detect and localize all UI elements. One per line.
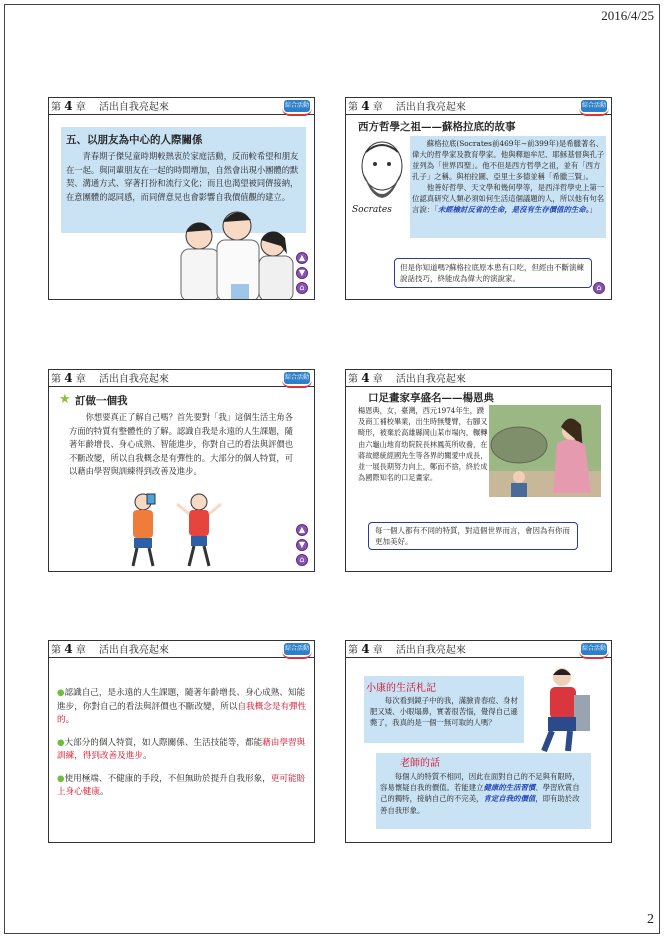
slide-4 bbox=[345, 369, 612, 572]
slide-body: 你想要真正了解自己嗎？首先要對「我」這個生活主角各方面的特質有整體性的了解。認識自我是永遠的人生課題，隨著年齡增長、身心成熟、智能進步，你對自己的看法與評價也不斷改變，所以自我概念是有彈性的。大部分的個人特質，可以藉由學習與訓練得到改善及進步。 bbox=[69, 412, 294, 476]
teen-friends-illustration bbox=[169, 206, 297, 300]
slide-heading: 西方哲學之祖——蘇格拉底的故事 bbox=[358, 121, 516, 133]
star-icon: ★ bbox=[59, 392, 71, 407]
slide-body: 蘇格拉底(Socrates前469年∼前399年)是希臘著名、偉大的哲學家及教育學家。他與釋迦牟尼、耶穌基督與孔子並列為「世界四聖」。他不但是西方哲學之祖，並有「西方孔子」之稱。與柏拉圖、亞里士多德並稱「希臘三賢」。 他善好哲學、天文學和幾何學等，是西洋哲學史上第一位認真研究人類必須如何生活這個議題的人，所以他有句名言說：「未經檢討反省的生命，是沒有生存價值的生命。」 bbox=[412, 139, 605, 214]
page-date: 2016/4/25 bbox=[601, 8, 654, 23]
painter-photo bbox=[489, 405, 601, 497]
chapter-title: 活出自我亮起來 bbox=[98, 374, 169, 385]
bullet-icon: ● bbox=[57, 737, 65, 748]
chapter-title: 活出自我亮起來 bbox=[395, 645, 466, 656]
callout-text: 每一個人都有不同的特質，對這個世界而言，會因為有你而更加美好。 bbox=[375, 526, 570, 546]
chapter-title: 活出自我亮起來 bbox=[395, 102, 466, 113]
slide-header: 第 4 章 活出自我亮起來 bbox=[346, 370, 611, 387]
list-item: ●大部分的個人特質，如人際關係、生活技能等，都能藉由學習與訓練，得到改善及進步。 bbox=[57, 737, 306, 761]
arrow-down-icon[interactable]: ▼ bbox=[296, 539, 308, 551]
quote-text: 未經檢討反省的生命，是沒有生存價值的生命。 bbox=[437, 205, 590, 214]
list-item: ●使用極端、不健康的手段，不但無助於提升自我形象，更可能賠上身心健康。 bbox=[57, 773, 306, 797]
arrow-up-icon[interactable]: ▲ bbox=[296, 524, 308, 536]
slide-header: 第 4 章 活出自我亮起來 綜合活動 bbox=[346, 641, 611, 658]
home-icon[interactable]: ⌂ bbox=[296, 554, 308, 566]
diary-body: 每次看到鏡子中的我，滿臉青春痘、身材肥又矮、小眼塌鼻，實著很苦惱，覺得自己遜斃了，我真的是一個一無可取的人嗎？ bbox=[370, 696, 518, 727]
diary-title: 小康的生活札記 bbox=[366, 683, 436, 694]
slide-heading: 口足畫家享盛名——楊恩典 bbox=[368, 392, 494, 404]
logo-badge: 綜合活動 bbox=[284, 643, 310, 655]
slide-6 bbox=[345, 640, 612, 843]
home-icon[interactable]: ⌂ bbox=[593, 282, 605, 294]
callout-box bbox=[368, 522, 578, 550]
slide-1 bbox=[48, 97, 315, 300]
slide-header: 第 4 章 活出自我亮起來 綜合活動 bbox=[346, 98, 611, 115]
logo-badge: 綜合活動 bbox=[581, 100, 607, 112]
page-number: 2 bbox=[647, 912, 654, 927]
logo-badge: 綜合活動 bbox=[284, 372, 310, 384]
arrow-down-icon[interactable]: ▼ bbox=[296, 267, 308, 279]
list-item: ●認識自己，是永遠的人生課題，隨著年齡增長、身心成熟、知能進步，你對自己的看法與評價也不斷改變，所以自我概念是有彈性的。 bbox=[57, 688, 307, 725]
slide-header: 第 4 章 活出自我亮起來 綜合活動 bbox=[49, 98, 314, 115]
slide-3 bbox=[48, 369, 315, 572]
bullet-icon: ● bbox=[57, 688, 65, 698]
slide-5 bbox=[48, 640, 315, 843]
arrow-up-icon[interactable]: ▲ bbox=[296, 252, 308, 264]
home-icon[interactable]: ⌂ bbox=[296, 282, 308, 294]
bullet-list bbox=[57, 687, 309, 800]
bullet-icon: ● bbox=[57, 773, 65, 784]
callout-text: 但是你知道嗎?蘇格拉底原本患有口吃，但經由不斷演練說話技巧，終能成為偉大的演說家。 bbox=[400, 263, 585, 283]
slide-header: 第 4 章 活出自我亮起來 綜合活動 bbox=[49, 370, 314, 387]
slide-body: 青春期子傑兒童時期較熱衷於家庭活動，反而較希望和朋友在一起。與同輩朋友在一起的時間增加，自然會出現小團體的默契、溝通方式、穿著打扮和流行文化；而且也渴望被同儕接納，在意團體的認同感，而同儕意見也會影響自我價值觀的建立。 bbox=[66, 151, 299, 202]
slide-body: 楊恩典，女，臺灣，西元1974年生，蹼及商工補校畢業，出生時無雙臂，右腳又畸形，被棄於高雄縣岡山某市場內，輾轉由六龜山地育幼院院長林鳳英所收養，在蔣故總統經國先生等各界的關愛中成長，並一展長期努力向上，鄭而不捨，終於成為國際知名的口足畫家。 bbox=[358, 406, 488, 483]
slide-2 bbox=[345, 97, 612, 300]
slide-heading: 五、以朋友為中心的人際關係 bbox=[66, 134, 203, 146]
logo-badge: 綜合活動 bbox=[581, 643, 607, 655]
slide-heading: 訂做一個我 bbox=[75, 395, 128, 407]
teacher-title: 老師的話 bbox=[400, 758, 440, 769]
logo-badge: 綜合活動 bbox=[284, 100, 310, 112]
chapter-title: 活出自我亮起來 bbox=[98, 102, 169, 113]
boy-sitting-illustration bbox=[534, 665, 594, 753]
kids-illustration bbox=[117, 490, 227, 570]
callout-box bbox=[394, 258, 592, 288]
slide-header: 第 4 章 活出自我亮起來 綜合活動 bbox=[49, 641, 314, 658]
teacher-body: 每個人的特質不相同，因此在面對自己的不足與有限時，容易懷疑自我的價值。若能建立健康的生活習慣、學習欣賞自己的獨特，接納自己的不完美，肯定自我的價值，即有助於改善自我形象。 bbox=[380, 772, 580, 815]
chapter-title: 活出自我亮起來 bbox=[395, 374, 466, 385]
portrait-caption: Socrates bbox=[352, 205, 392, 215]
chapter-title: 活出自我亮起來 bbox=[98, 645, 169, 656]
